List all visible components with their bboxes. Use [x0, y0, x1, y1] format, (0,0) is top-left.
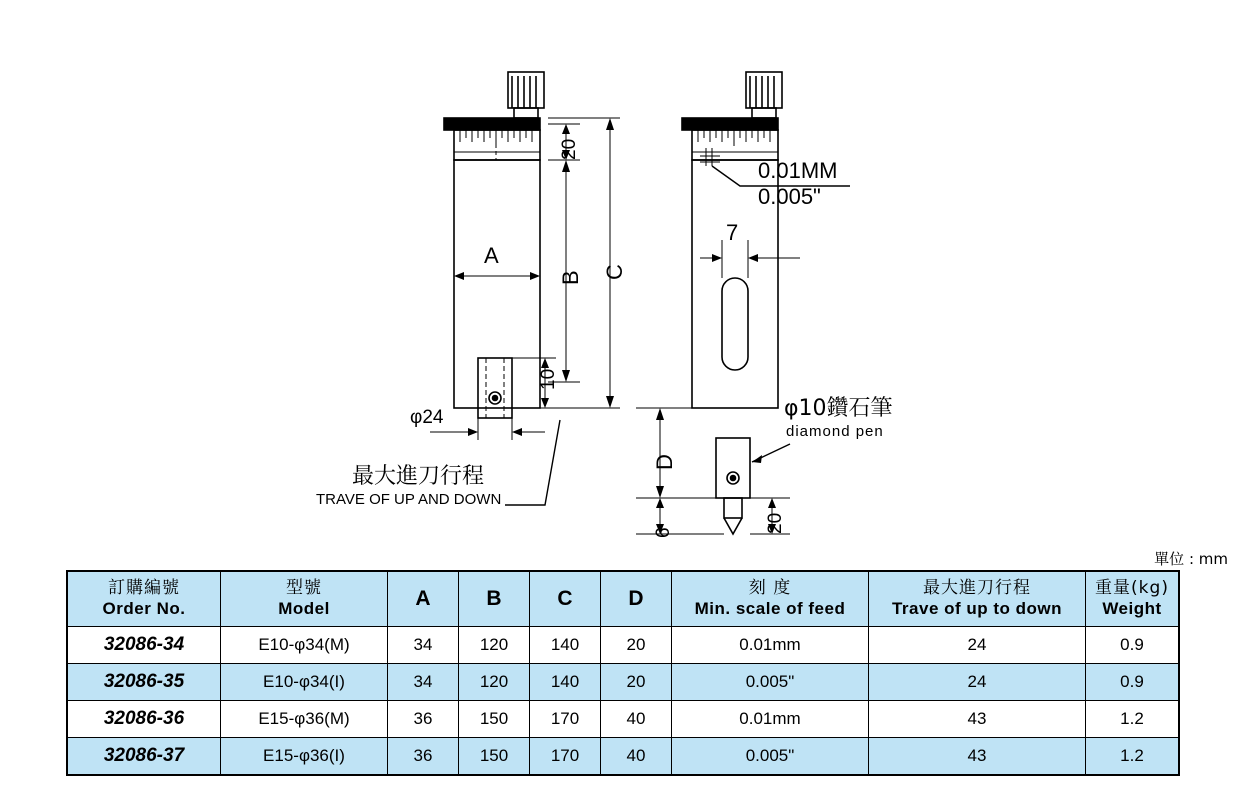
- cell-weight: 1.2: [1086, 738, 1180, 776]
- left-knurl: [444, 118, 540, 130]
- header-a: A: [388, 571, 459, 627]
- header-scale-en: Min. scale of feed: [694, 599, 846, 618]
- table-row: [67, 664, 1179, 701]
- cell-order-no: 32086-35: [67, 664, 221, 701]
- header-trave: [869, 571, 1086, 627]
- header-weight: [1086, 571, 1180, 627]
- header-order-no: [67, 571, 221, 627]
- dim-20-bottom-label: 20: [765, 512, 786, 534]
- cell-model: E15-φ36(I): [221, 738, 388, 776]
- dim-7-label: 7: [726, 220, 739, 245]
- cell-a: 36: [388, 738, 459, 776]
- header-scale-cjk: 刻 度: [748, 578, 792, 599]
- left-thimble: [454, 130, 540, 160]
- dim-B-label: B: [558, 270, 583, 285]
- cell-d: 40: [601, 701, 672, 738]
- header-trave-en: Trave of up to down: [891, 599, 1063, 618]
- cell-b: 150: [459, 738, 530, 776]
- cell-a: 36: [388, 701, 459, 738]
- spec-table: [66, 570, 1180, 776]
- dim-C-label: C: [602, 264, 627, 280]
- cell-trave: 24: [869, 664, 1086, 701]
- dim-A-label: A: [484, 243, 499, 268]
- cell-model: E10-φ34(M): [221, 627, 388, 664]
- cell-d: 40: [601, 738, 672, 776]
- trave-en-label: TRAVE OF UP AND DOWN: [316, 491, 502, 508]
- table-row: [67, 627, 1179, 664]
- header-weight-en: Weight: [1102, 599, 1162, 618]
- cell-d: 20: [601, 627, 672, 664]
- right-pen-holder: [716, 438, 750, 498]
- header-order-no-cjk: 訂購編號: [108, 578, 180, 599]
- cell-a: 34: [388, 627, 459, 664]
- cell-model: E15-φ36(M): [221, 701, 388, 738]
- cell-trave: 24: [869, 627, 1086, 664]
- table-row: [67, 738, 1179, 776]
- cell-order-no: 32086-34: [67, 627, 221, 664]
- right-knob: [746, 72, 782, 108]
- cell-c: 140: [530, 664, 601, 701]
- cell-b: 120: [459, 664, 530, 701]
- cell-scale: 0.01mm: [672, 627, 869, 664]
- header-model-cjk: 型號: [286, 578, 322, 599]
- left-pen-holder: [478, 358, 512, 418]
- cell-b: 150: [459, 701, 530, 738]
- cell-order-no: 32086-36: [67, 701, 221, 738]
- cell-scale: 0.005": [672, 664, 869, 701]
- dim-20-top-label: 20: [559, 138, 580, 160]
- spec-table-wrapper: [66, 570, 1180, 776]
- cell-c: 170: [530, 701, 601, 738]
- diamond-pen-en-label: diamond pen: [786, 423, 884, 440]
- cell-d: 20: [601, 664, 672, 701]
- header-d: D: [601, 571, 672, 627]
- unit-note: 單位 : mm: [1154, 550, 1228, 568]
- header-weight-cjk: 重量(kg): [1095, 578, 1169, 599]
- cell-scale: 0.005": [672, 738, 869, 776]
- cell-a: 34: [388, 664, 459, 701]
- cell-weight: 1.2: [1086, 701, 1180, 738]
- cell-c: 140: [530, 627, 601, 664]
- scale-001mm-label: 0.01MM: [758, 158, 838, 183]
- table-row: [67, 701, 1179, 738]
- left-body: [454, 160, 540, 408]
- diamond-pen-cjk-label: φ10鑽石筆: [784, 396, 893, 421]
- dim-phi24-label: φ24: [410, 407, 444, 428]
- trave-cjk-label: 最大進刀行程: [352, 464, 485, 489]
- header-order-no-en: Order No.: [102, 599, 186, 618]
- leader-trave: [505, 420, 560, 505]
- cell-scale: 0.01mm: [672, 701, 869, 738]
- cell-trave: 43: [869, 701, 1086, 738]
- dim-10-label: 10: [538, 368, 559, 390]
- cell-weight: 0.9: [1086, 664, 1180, 701]
- right-slot: [722, 278, 748, 370]
- header-b: B: [459, 571, 530, 627]
- dim-6-label: 6: [653, 527, 674, 538]
- cell-c: 170: [530, 738, 601, 776]
- dim-D-label: D: [652, 454, 677, 470]
- cell-trave: 43: [869, 738, 1086, 776]
- header-c: C: [530, 571, 601, 627]
- cell-b: 120: [459, 627, 530, 664]
- cell-model: E10-φ34(I): [221, 664, 388, 701]
- cell-order-no: 32086-37: [67, 738, 221, 776]
- header-scale: [672, 571, 869, 627]
- table-header-row: [67, 571, 1179, 627]
- header-trave-cjk: 最大進刀行程: [923, 578, 1031, 599]
- header-model-en: Model: [278, 599, 330, 618]
- right-knurl: [682, 118, 778, 130]
- cell-weight: 0.9: [1086, 627, 1180, 664]
- scale-0005in-label: 0.005": [758, 184, 821, 209]
- left-knob: [508, 72, 544, 108]
- header-model: [221, 571, 388, 627]
